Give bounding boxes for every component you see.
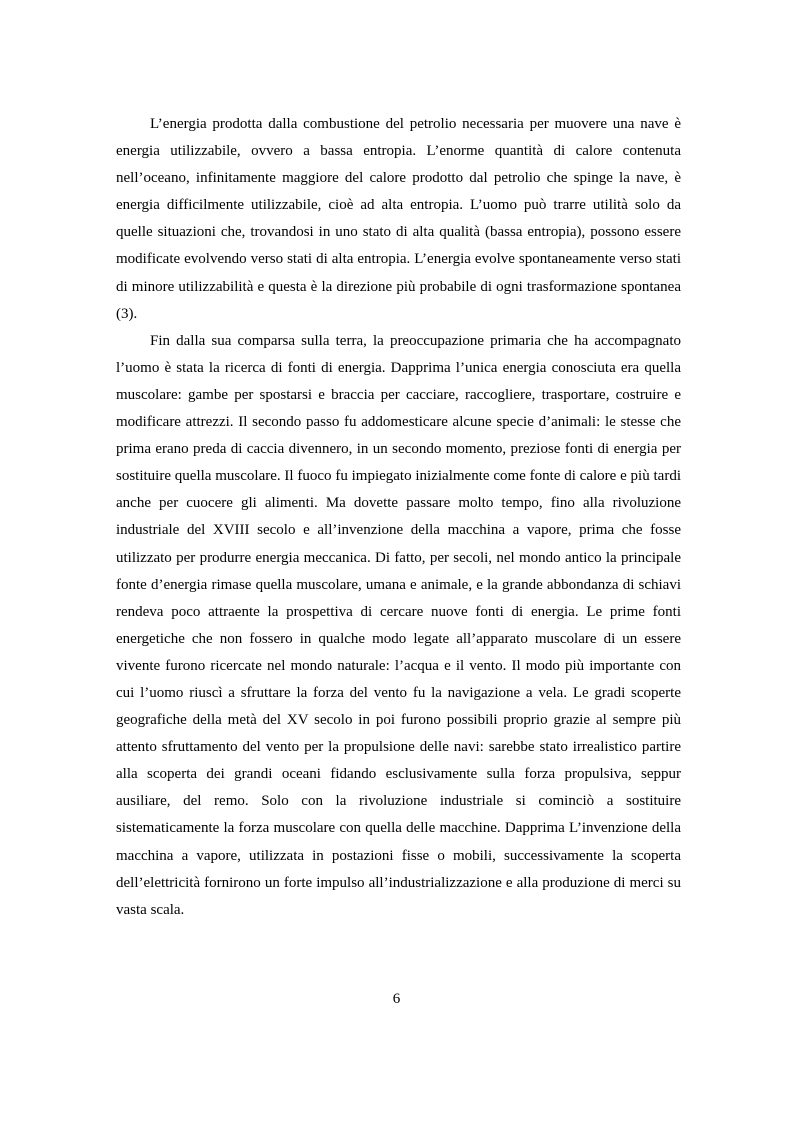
document-body (116, 111, 681, 924)
page-number: 6 (392, 991, 401, 1007)
paragraph-entropy: L’energia prodotta dalla combustione del petrolio necessaria per muovere una nave è energia utilizzabile, ovvero a bassa entropia. L’enorme quantità di calore contenuta nell’oceano, infinitamente maggiore del calore prodotto dal petrolio che spinge la nave, è energia difficilmente utilizzabile, cioè ad alta entropia. L’uomo può trarre utilità solo da quelle situazioni che, trovandosi in uno stato di alta qualità (bassa entropia), possono essere modificate evolvendo verso stati di alta entropia. L’energia evolve spontaneamente verso stati di minore utilizzabilità e questa è la direzione più probabile di ogni trasformazione spontanea (3). (116, 116, 681, 322)
paragraph-energy-history: Fin dalla sua comparsa sulla terra, la preoccupazione primaria che ha accompagnato l’uomo è stata la ricerca di fonti di energia. Dapprima l’unica energia conosciuta era quella muscolare: gambe per spostarsi e braccia per cacciare, raccogliere, trasportare, costruire e modificare attrezzi. Il secondo passo fu addomesticare alcune specie d’animali: le stesse che prima erano preda di caccia divennero, in un secondo momento, preziose fonti di energia per sostituire quella muscolare. Il fuoco fu impiegato inizialmente come fonte di calore e più tardi anche per cuocere gli alimenti. Ma dovette passare molto tempo, fino alla rivoluzione industriale del XVIII secolo e all’invenzione della macchina a vapore, prima che fosse utilizzato per produrre energia meccanica. Di fatto, per secoli, nel mondo antico la principale fonte d’energia rimase quella muscolare, umana e animale, e la grande abbondanza di schiavi rendeva poco attraente la prospettiva di cercare nuove fonti di energia. Le prime fonti energetiche che non fossero in qualche modo legate all’apparato muscolare di un essere vivente furono ricercate nel mondo naturale: l’acqua e il vento. Il modo più importante con cui l’uomo riuscì a sfruttare la forza del vento fu la navigazione a vela. Le gradi scoperte geografiche della metà del XV secolo in poi furono possibili proprio grazie al sempre più attento sfruttamento del vento per la propulsione delle navi: sarebbe stato irrealistico partire alla scoperta dei grandi oceani fidando esclusivamente sulla forza propulsiva, seppur ausiliare, del remo. Solo con la rivoluzione industriale si cominciò a sostituire sistematicamente la forza muscolare con quella delle macchine. Dapprima L’invenzione della macchina a vapore, utilizzata in postazioni fisse o mobili, successivamente la scoperta dell’elettricità fornirono un forte impulso all’industrializzazione e alla produzione di merci su vasta scala. (116, 332, 681, 918)
